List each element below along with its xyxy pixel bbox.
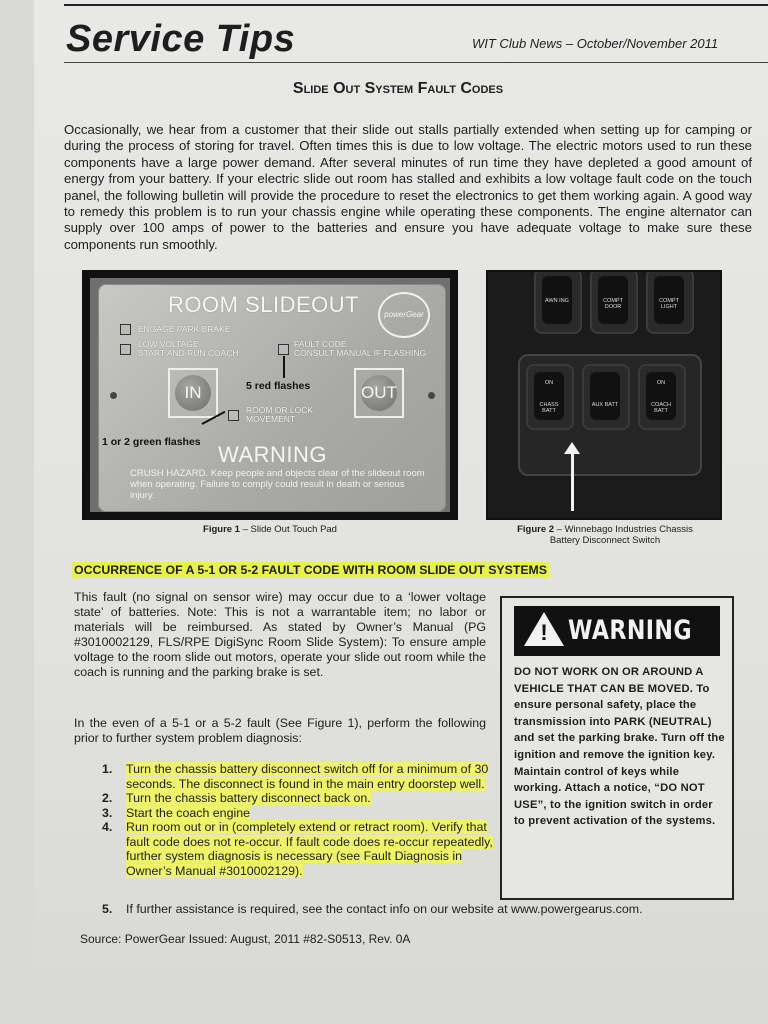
step-number: 5. [102,902,113,916]
switch-compt-light [646,270,694,334]
crush-hazard-text: CRUSH HAZARD. Keep people and objects clear of the slideout room when operating. Failure to comply could result in death or serious injury. [130,468,425,501]
switch-coach-label: COACH BATT [651,402,671,414]
switch-aux-label: AUX BATT [591,402,619,408]
low-voltage-indicator [120,344,131,355]
list-item [74,820,494,878]
source-line: Source: PowerGear Issued: August, 2011 #82-S0513, Rev. 0A [80,932,411,946]
step-number: 3. [102,805,113,820]
warning-box [500,596,734,900]
fault-code-label-1: FAULT CODE [294,339,347,349]
fault-explanation-paragraph: This fault (no signal on sensor wire) may occur due to a ‘lower voltage state’ of batteries. Note: This is not a warrantable item; no labor or materials will be reimbursed. As stated by Owner’s Manual (PG #3010002129, FLS/RPE DigiSync Room Slide System): To ensure ample voltage to the room slide out motors, operate your slide out room while the coach is running and the parking brake is set. [74,590,486,679]
step-text: Run room out or in (completely extend or retract room). Verify that fault code does not re-occur. If fault code does re-occur repeatedly, further system diagnosis is necessary (see Fault Diagnosis in Owner’s Manual #3010002129). [126,820,493,878]
warning-label: WARNING [568,615,692,646]
panel-title: ROOM SLIDEOUT [168,292,360,317]
figure-2-caption [480,524,730,546]
slideout-touch-pad [98,284,446,512]
figure-1-caption-label: Figure 1 [203,524,240,535]
step-text: Start the coach engine [126,805,250,820]
figure-2-caption-text-2: Battery Disconnect Switch [549,535,661,546]
in-button [168,368,218,418]
step-text: Turn the chassis battery disconnect switch off for a minimum of 30 seconds. The disconnect is found in the main entry doorstep well. [126,762,489,791]
switch-coach-state: ON [656,380,666,386]
figure-1-caption [82,524,458,535]
list-item [74,791,494,806]
switch-coach-battery [638,364,686,430]
figure-2-caption-text-1: – Winnebago Industries Chassis [554,524,693,535]
section-heading: OCCURRENCE OF A 5-1 OR 5-2 FAULT CODE WITH ROOM SLIDE OUT SYSTEMS [74,563,547,577]
engage-park-brake-label: ENGAGE PARK BRAKE [138,324,231,334]
pointer-arrow-shaft [571,447,574,511]
low-voltage-label-1: LOW VOLTAGE [138,339,199,349]
room-lock-indicator [228,410,239,421]
switch-chassis-battery [526,364,574,430]
screw-right [428,392,435,399]
procedure-intro-paragraph: In the even of a 5-1 or a 5-2 fault (See Figure 1), perform the following prior to further system problem diagnosis: [74,716,486,745]
article-title: Slide Out System Fault Codes [292,80,504,97]
out-button [354,368,404,418]
switch-aux-battery [582,364,630,430]
top-rule [64,4,768,6]
switch-awning [534,270,582,334]
figure-1-image [82,270,458,520]
list-item [74,762,494,791]
step-number: 4. [102,820,113,834]
room-lock-label-2: MOVEMENT [246,414,296,424]
powergear-logo: powerGear [378,292,430,338]
switch-awning-label: AWN ING [545,298,569,304]
figure-2-caption-label: Figure 2 [517,524,555,535]
procedure-steps [74,762,494,878]
list-item [74,806,494,821]
step-number: 1. [102,762,113,776]
out-button-label: OUT [361,375,397,411]
in-button-label: IN [175,375,211,411]
fault-code-indicator [278,344,289,355]
figure-1-caption-text: – Slide Out Touch Pad [239,524,337,535]
step-number: 2. [102,791,113,805]
switch-compt-door [590,270,638,334]
red-flash-arrow [283,356,285,378]
fault-code-label-2: CONSULT MANUAL IF FLASHING [294,348,427,358]
top-switch-row [494,270,714,334]
battery-switch-row [526,364,722,430]
annotation-green-flashes: 1 or 2 green flashes [102,436,201,448]
masthead-title: Service Tips [66,18,296,60]
annotation-red-flashes: 5 red flashes [246,380,311,392]
step-text: Turn the chassis battery disconnect back on. [126,791,371,805]
screw-left [110,392,117,399]
switch-chassis-state: ON [544,380,554,386]
switch-compt-light-label: COMPT LIGHT [659,298,679,310]
room-lock-label-1: ROOM OR LOCK [246,405,314,415]
switch-chassis-label: CHASS BATT [539,402,559,414]
header-rule [64,62,768,63]
warning-banner [514,606,720,656]
warning-body-text: DO NOT WORK ON OR AROUND A VEHICLE THAT CAN BE MOVED. To ensure personal safety, place the transmission into PARK (NEUTRAL) and set the parking brake. Turn off the ignition and remove the ignition key. Maintain control of keys while working. Attach a notice, “DO NOT USE”, to the ignition switch in order to prevent activation of the systems. [514,666,725,828]
exclamation-icon: ! [540,620,548,645]
masthead-issue: WIT Club News – October/November 2011 [472,36,719,51]
park-brake-indicator [120,324,131,335]
low-voltage-label-2: START AND RUN COACH [138,348,239,358]
figure-2-image [486,270,722,520]
panel-warning-word: WARNING [218,442,328,467]
switch-compt-door-label: COMPT DOOR [603,298,623,310]
document-page [34,0,768,1024]
intro-paragraph: Occasionally, we hear from a customer that their slide out stalls partially extended when setting up for camping or during the process of storing for travel. Often times this is due to low voltage. The electric motors used to run these components have a large power demand. After several minutes of run time they have depleted a good amount of energy from your battery. If your electric slide out room has stalled and exhibits a low voltage fault code on the touch panel, the following bulletin will provide the procedure to reset the electronics to get them working again. A good way to remedy this problem is to run your chassis engine while operating these components. The engine alternator can supply over 100 amps of power to the batteries and ensure you have adequate voltage to make sure these components run smoothly. [64,122,752,252]
step-text: If further assistance is required, see the contact info on our website at www.powergearus.com. [126,902,643,916]
